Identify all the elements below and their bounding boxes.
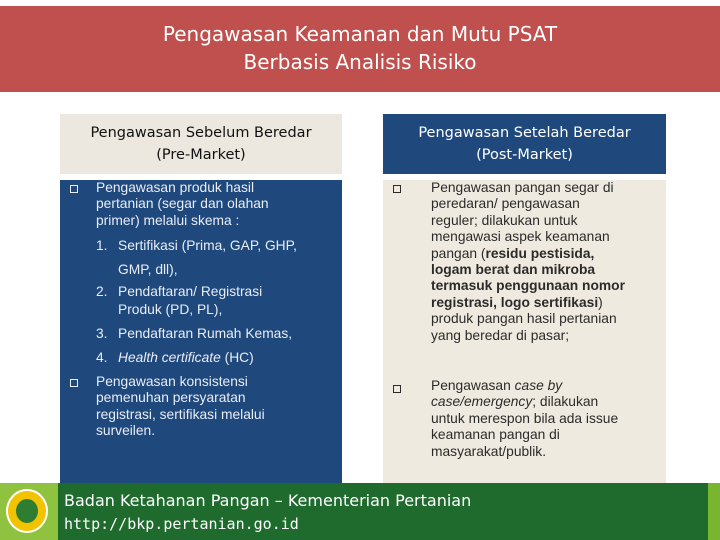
title-line-2: Berbasis Analisis Risiko bbox=[243, 50, 477, 74]
text-line: untuk merespon bila ada issue bbox=[431, 410, 619, 426]
checkbox-bullet-icon bbox=[393, 185, 401, 193]
checkbox-bullet-icon bbox=[70, 185, 78, 193]
text-line bbox=[431, 295, 625, 311]
text-line: primer) melalui skema : bbox=[96, 212, 240, 228]
footer-accent-right bbox=[708, 483, 720, 540]
footer-url-link[interactable]: http://bkp.pertanian.go.id bbox=[64, 515, 299, 533]
bold-text: registrasi, logo sertifikasi bbox=[431, 294, 599, 310]
italic-text: case/emergency bbox=[431, 394, 533, 410]
post-market-header-line-2: (Post-Market) bbox=[476, 147, 573, 163]
slide-title bbox=[0, 6, 720, 92]
text-line: mengawasi aspek keamanan bbox=[431, 229, 610, 245]
text-line: Pengawasan konsistensi bbox=[96, 374, 248, 389]
text-line: pertanian (segar dan olahan bbox=[96, 196, 269, 212]
footer-bar bbox=[0, 483, 720, 540]
italic-text: Health certificate bbox=[118, 350, 221, 365]
text-span: ; dilakukan bbox=[532, 394, 599, 410]
text-line: GMP, dll), bbox=[118, 262, 178, 277]
post-market-bullet-1 bbox=[431, 180, 625, 344]
text-line: yang beredar di pasar; bbox=[431, 327, 570, 343]
italic-text: case by bbox=[514, 378, 563, 393]
numbered-item-4 bbox=[96, 350, 254, 366]
text-line: registrasi, sertifikasi melalui bbox=[96, 406, 265, 422]
bold-text: termasuk penggunaan nomor bbox=[431, 278, 625, 294]
bold-text: logam berat dan mikroba bbox=[431, 262, 596, 278]
text-span: pangan ( bbox=[431, 245, 486, 261]
pre-market-header bbox=[60, 114, 342, 174]
pre-market-header-line-1: Pengawasan Sebelum Beredar bbox=[90, 125, 312, 141]
title-line-1: Pengawasan Keamanan dan Mutu PSAT bbox=[162, 22, 558, 46]
text-span: ) bbox=[598, 294, 603, 310]
text-line: Pengawasan pangan segar di bbox=[431, 180, 614, 195]
text-line: peredaran/ pengawasan bbox=[431, 196, 580, 212]
logo-emblem bbox=[16, 499, 38, 523]
footer-organization: Badan Ketahanan Pangan – Kementerian Pertanian bbox=[64, 491, 472, 510]
text-line: Pengawasan produk hasil bbox=[96, 180, 255, 195]
text-line bbox=[431, 246, 625, 262]
text-line: keamanan pangan di bbox=[431, 427, 560, 443]
text-line: pemenuhan persyaratan bbox=[96, 390, 246, 406]
checkbox-bullet-icon bbox=[393, 385, 401, 393]
pre-market-bullet-1 bbox=[96, 180, 269, 229]
item-number: 1. bbox=[96, 238, 108, 253]
item-number: 2. bbox=[96, 284, 108, 299]
text-line: Pendaftaran/ Registrasi bbox=[118, 284, 263, 299]
post-market-body bbox=[383, 180, 666, 484]
text-line: Pendaftaran Rumah Kemas, bbox=[118, 326, 293, 341]
post-market-header-line-1: Pengawasan Setelah Beredar bbox=[418, 125, 631, 141]
text-line: Sertifikasi (Prima, GAP, GHP, bbox=[118, 238, 297, 253]
item-number: 4. bbox=[96, 350, 108, 365]
bold-text: residu pestisida, bbox=[485, 245, 595, 261]
numbered-item-2 bbox=[96, 284, 263, 300]
checkbox-bullet-icon bbox=[70, 379, 78, 387]
numbered-item-3 bbox=[96, 326, 293, 342]
pre-market-header-line-2: (Pre-Market) bbox=[156, 147, 246, 163]
text-line: Produk (PD, PL), bbox=[118, 302, 223, 317]
text-line: produk pangan hasil pertanian bbox=[431, 311, 617, 327]
text-span: Pengawasan bbox=[431, 378, 515, 393]
pre-market-body bbox=[60, 180, 342, 484]
text-line: (HC) bbox=[220, 350, 254, 365]
text-line: surveilen. bbox=[96, 423, 156, 439]
post-market-bullet-2 bbox=[431, 378, 618, 460]
pre-market-bullet-2 bbox=[96, 374, 265, 440]
post-market-header bbox=[383, 114, 666, 174]
ministry-logo-icon bbox=[6, 489, 48, 533]
item-number: 3. bbox=[96, 326, 108, 341]
text-line bbox=[431, 378, 618, 394]
text-line: masyarakat/publik. bbox=[431, 443, 547, 459]
text-line bbox=[431, 394, 618, 410]
text-line: reguler; dilakukan untuk bbox=[431, 212, 578, 228]
numbered-item-1 bbox=[96, 238, 297, 254]
